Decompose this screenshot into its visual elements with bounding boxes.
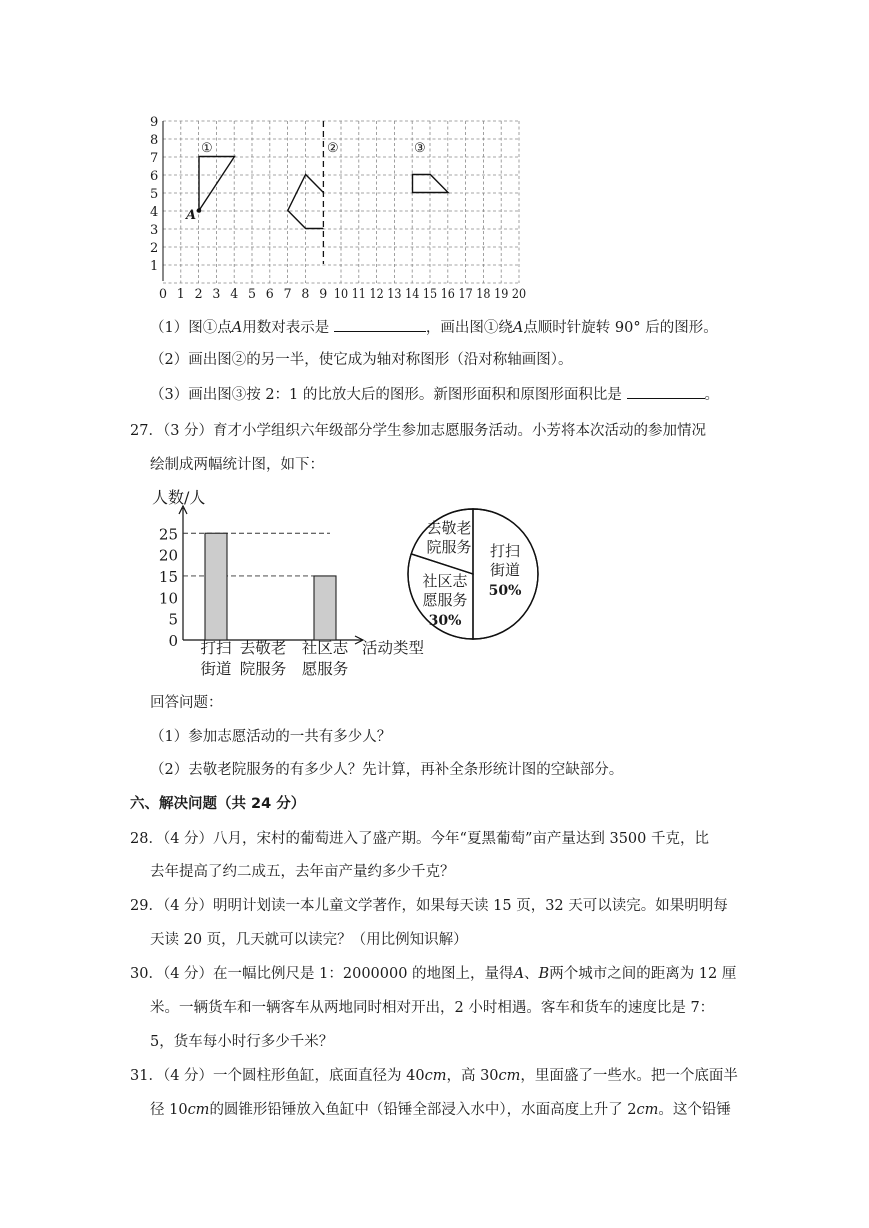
grid-y-tick: 9 [150, 115, 159, 130]
q28-line2: 去年提高了约二成五，去年亩产量约多少千克？ [150, 864, 455, 880]
grid-y-tick: 8 [150, 133, 159, 148]
q31-line1: 31．（4 分）一个圆柱形鱼缸，底面直径为 40cm，高 30cm，里面盛了一些水。把一个底面半 [130, 1068, 738, 1084]
grid-x-tick: 19 [494, 287, 509, 302]
grid-y-tick-labels [150, 115, 158, 274]
grid-x-tick: 6 [265, 287, 274, 302]
grid-y-tick: 6 [150, 169, 159, 184]
grid-x-tick: 16 [440, 287, 455, 302]
bar-category-label: 街道 [200, 660, 232, 678]
answer-blank-coordinates[interactable] [334, 317, 426, 332]
grid-y-tick: 3 [150, 223, 159, 238]
grid-y-tick: 5 [150, 187, 159, 202]
q28-line1: 28．（4 分）八月，宋村的葡萄进入了盛产期。今年“夏黑葡萄”亩产量达到 3500 千克，比 [130, 831, 709, 847]
q30-line1: 30．（4 分）在一幅比例尺是 1：2000000 的地图上，量得A、B两个城市之间的距离为 12 厘 [130, 966, 737, 982]
grid-x-tick: 1 [176, 287, 185, 302]
grid-x-tick: 5 [248, 287, 256, 302]
bar [205, 533, 227, 640]
pie-chart [408, 509, 538, 639]
bar-y-tick: 15 [158, 567, 178, 586]
grid-x-tick-labels [159, 287, 526, 302]
bar-chart-ylabel: 人数/人 [152, 488, 206, 507]
q27-sub1: （1）参加志愿活动的一共有多少人？ [150, 729, 392, 745]
grid-x-tick: 11 [351, 287, 366, 302]
bar-chart-category-labels [200, 639, 348, 678]
bar-y-tick: 10 [158, 589, 178, 608]
bar-category-label: 社区志 [301, 639, 349, 657]
q26-sub1: （1）图①点A用数对表示是 ，画出图①绕A点顺时针旋转 90° 后的图形。 [150, 317, 718, 338]
q26-sub2: （2）画出图②的另一半，使它成为轴对称图形（沿对称轴画图）。 [150, 352, 573, 368]
grid-x-tick: 4 [230, 287, 239, 302]
grid-y-tick: 2 [150, 241, 159, 256]
bar-category-label: 去敬老 [239, 639, 287, 657]
q26-sub3: （3）画出图③按 2：1 的比放大后的图形。新图形面积和原图形面积比是 。 [150, 384, 719, 405]
grid-x-tick: 13 [387, 287, 402, 302]
q30-line2: 米。一辆货车和一辆客车从两地同时相对开出，2 小时相遇。客车和货车的速度比是 7： [150, 1000, 715, 1016]
bar [314, 576, 336, 640]
shape1-triangle [199, 157, 235, 211]
statistics-charts [148, 484, 540, 678]
shape1-label: ① [201, 141, 213, 156]
point-a-dot [197, 208, 202, 213]
grid-x-tick: 3 [212, 287, 221, 302]
grid-x-tick: 8 [301, 287, 310, 302]
bar-category-label: 院服务 [239, 660, 287, 678]
section6-title: 六、解决问题（共 24 分） [130, 796, 306, 812]
q29-line2: 天读 20 页，几天就可以读完？（用比例知识解） [150, 932, 468, 948]
bar-category-label: 愿服务 [301, 660, 349, 678]
pie-slice-label: 愿服务 [422, 591, 468, 609]
bar-y-tick: 5 [168, 610, 178, 629]
pie-slice-label: 去敬老 [426, 519, 472, 537]
coordinate-grid-figure [140, 112, 540, 304]
answer-blank-area-ratio[interactable] [627, 384, 705, 399]
grid-x-tick: 2 [194, 287, 203, 302]
grid-y-tick: 1 [150, 259, 159, 274]
q31-line2: 径 10cm的圆锥形铅锤放入鱼缸中（铅锤全部浸入水中），水面高度上升了 2cm。这个铅锤 [150, 1102, 731, 1118]
shape3-label: ③ [414, 141, 426, 156]
bar-chart-xlabel: 活动类型 [362, 639, 425, 657]
bar-chart-bars [205, 533, 336, 640]
grid-x-tick: 10 [333, 287, 349, 302]
pie-slice-label: 社区志 [422, 572, 468, 590]
pie-slice-percent: 50% [488, 583, 522, 599]
grid-x-tick: 7 [283, 287, 292, 302]
bar-chart [152, 488, 424, 678]
grid-y-tick: 7 [150, 151, 159, 166]
grid-x-tick: 12 [369, 287, 384, 302]
bar-y-tick: 20 [158, 546, 178, 565]
grid-x-tick: 15 [422, 287, 438, 302]
grid-x-tick: 0 [159, 287, 167, 302]
q27-sub2: （2）去敬老院服务的有多少人？先计算，再补全条形统计图的空缺部分。 [150, 762, 624, 778]
pie-slice-label: 街道 [489, 561, 521, 579]
grid-lines [163, 121, 519, 283]
grid-y-tick: 4 [150, 205, 159, 220]
grid-x-tick: 20 [511, 287, 527, 302]
bar-y-tick: 25 [158, 525, 178, 544]
grid-x-tick: 17 [458, 287, 473, 302]
grid-x-tick: 14 [405, 287, 420, 302]
pie-slice-label: 院服务 [426, 538, 472, 556]
pie-slice-label: 打扫 [489, 542, 521, 560]
grid-x-tick: 9 [319, 287, 328, 302]
q27-line2: 绘制成两幅统计图，如下： [150, 457, 324, 473]
q29-line1: 29．（4 分）明明计划读一本儿童文学著作，如果每天读 15 页，32 天可以读完。如果明明每 [130, 898, 728, 914]
shape2-label: ② [327, 141, 339, 156]
grid-x-tick: 18 [476, 287, 491, 302]
q27-answer-prompt: 回答问题： [150, 695, 223, 711]
bar-y-tick: 0 [168, 632, 178, 650]
pie-slice-percent: 30% [428, 613, 462, 629]
point-a-label: A [186, 208, 197, 223]
bar-chart-y-tick-labels [159, 525, 178, 650]
q27-line1: 27．（3 分）育才小学组织六年级部分学生参加志愿服务活动。小芳将本次活动的参加情况 [130, 423, 707, 439]
bar-category-label: 打扫 [200, 639, 232, 657]
q30-line3: 5，货车每小时行多少千米？ [150, 1034, 334, 1050]
